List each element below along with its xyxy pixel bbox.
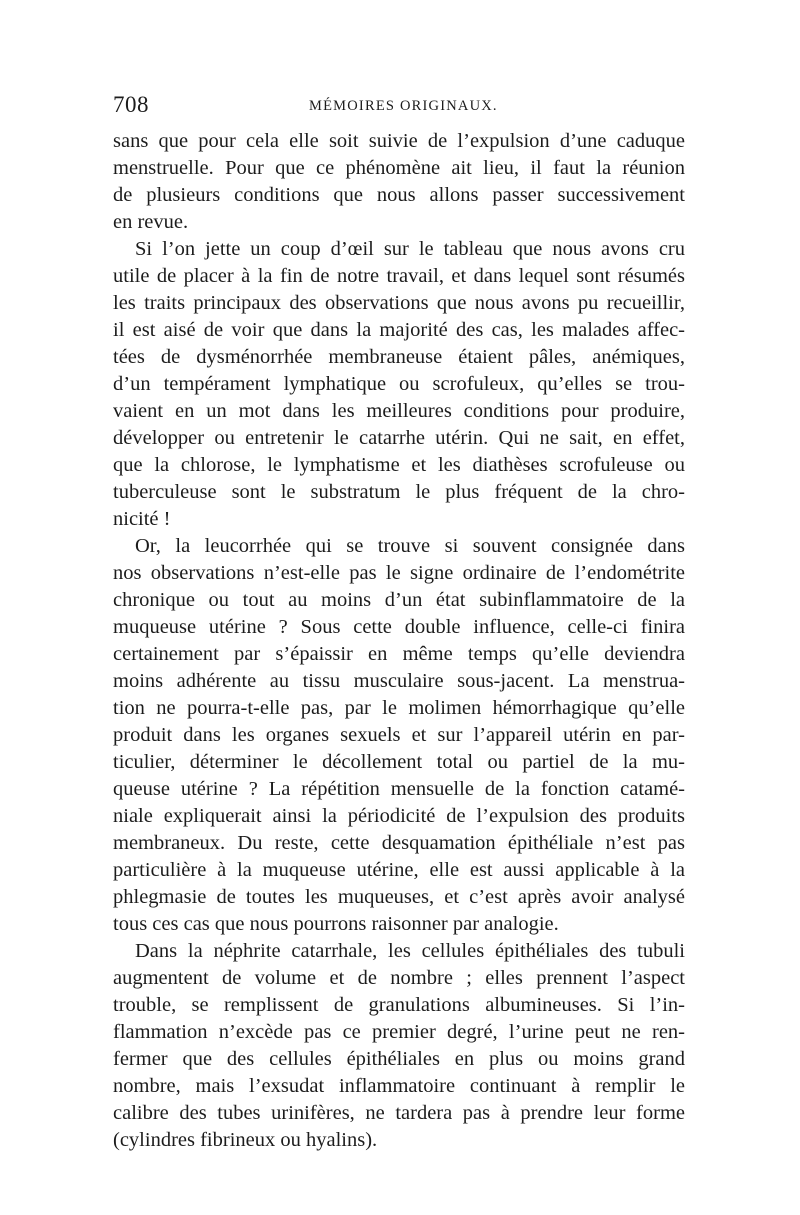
running-title: MÉMOIRES ORIGINAUX. (309, 98, 498, 114)
text-line: nos observations n’est-elle pas le signe ordinaire de l’endométrite (113, 562, 685, 584)
paragraph-1 (113, 128, 685, 236)
text-line: menstruelle. Pour que ce phénomène ait lieu, il faut la réunion (113, 157, 685, 179)
body-text (113, 128, 685, 1154)
text-line: (cylindres fibrineux ou hyalins). (113, 1129, 378, 1151)
text-line: muqueuse utérine ? Sous cette double influence, celle-ci finira (113, 616, 685, 638)
text-line: niale expliquerait ainsi la périodicité de l’expulsion des produits (113, 805, 685, 827)
text-line: trouble, se remplissent de granulations albumineuses. Si l’in- (113, 994, 685, 1016)
text-line: d’un tempérament lymphatique ou scrofuleux, qu’elles se trou- (113, 373, 685, 395)
text-line: sans que pour cela elle soit suivie de l’expulsion d’une caduque (113, 130, 685, 152)
text-line: tion ne pourra-t-elle pas, par le molimen hémorrhagique qu’elle (113, 697, 685, 719)
text-line: tous ces cas que nous pourrons raisonner par analogie. (113, 913, 559, 935)
text-line: Dans la néphrite catarrhale, les cellules épithéliales des tubuli (135, 940, 685, 962)
text-line: produit dans les organes sexuels et sur l’appareil utérin en par- (113, 724, 685, 746)
text-line: que la chlorose, le lymphatisme et les diathèses scrofuleuse ou (113, 454, 685, 476)
text-line: particulière à la muqueuse utérine, elle est aussi applicable à la (113, 859, 685, 881)
text-line: tées de dysménorrhée membraneuse étaient pâles, anémiques, (113, 346, 685, 368)
text-line: queuse utérine ? La répétition mensuelle de la fonction catamé- (113, 778, 685, 800)
text-line: augmentent de volume et de nombre ; elles prennent l’aspect (113, 967, 685, 989)
text-line: utile de placer à la fin de notre travail, et dans lequel sont résumés (113, 265, 685, 287)
page-number: 708 (113, 92, 149, 117)
text-line: moins adhérente au tissu musculaire sous-jacent. La menstrua- (113, 670, 685, 692)
page-header (113, 92, 685, 122)
text-line: Si l’on jette un coup d’œil sur le tableau que nous avons cru (135, 238, 685, 260)
paragraph-4 (113, 938, 685, 1154)
text-line: Or, la leucorrhée qui se trouve si souvent consignée dans (135, 535, 685, 557)
text-line: les traits principaux des observations que nous avons pu recueillir, (113, 292, 685, 314)
paragraph-2 (113, 236, 685, 533)
text-line: certainement par s’épaissir en même temps qu’elle deviendra (113, 643, 685, 665)
text-line: nicité ! (113, 508, 171, 530)
text-line: vaient en un mot dans les meilleures conditions pour produire, (113, 400, 685, 422)
text-line: en revue. (113, 211, 189, 233)
text-line: développer ou entretenir le catarrhe utérin. Qui ne sait, en effet, (113, 427, 685, 449)
text-line: phlegmasie de toutes les muqueuses, et c’est après avoir analysé (113, 886, 685, 908)
text-line: calibre des tubes urinifères, ne tardera pas à prendre leur forme (113, 1102, 685, 1124)
text-line: nombre, mais l’exsudat inflammatoire continuant à remplir le (113, 1075, 685, 1097)
text-line: membraneux. Du reste, cette desquamation épithéliale n’est pas (113, 832, 685, 854)
text-line: tuberculeuse sont le substratum le plus fréquent de la chro- (113, 481, 685, 503)
text-line: ticulier, déterminer le décollement total ou partiel de la mu- (113, 751, 685, 773)
text-line: flammation n’excède pas ce premier degré, l’urine peut ne ren- (113, 1021, 685, 1043)
text-line: chronique ou tout au moins d’un état subinflammatoire de la (113, 589, 685, 611)
paragraph-3 (113, 533, 685, 938)
text-line: fermer que des cellules épithéliales en plus ou moins grand (113, 1048, 685, 1070)
text-line: de plusieurs conditions que nous allons passer successivement (113, 184, 685, 206)
text-line: il est aisé de voir que dans la majorité des cas, les malades affec- (113, 319, 685, 341)
